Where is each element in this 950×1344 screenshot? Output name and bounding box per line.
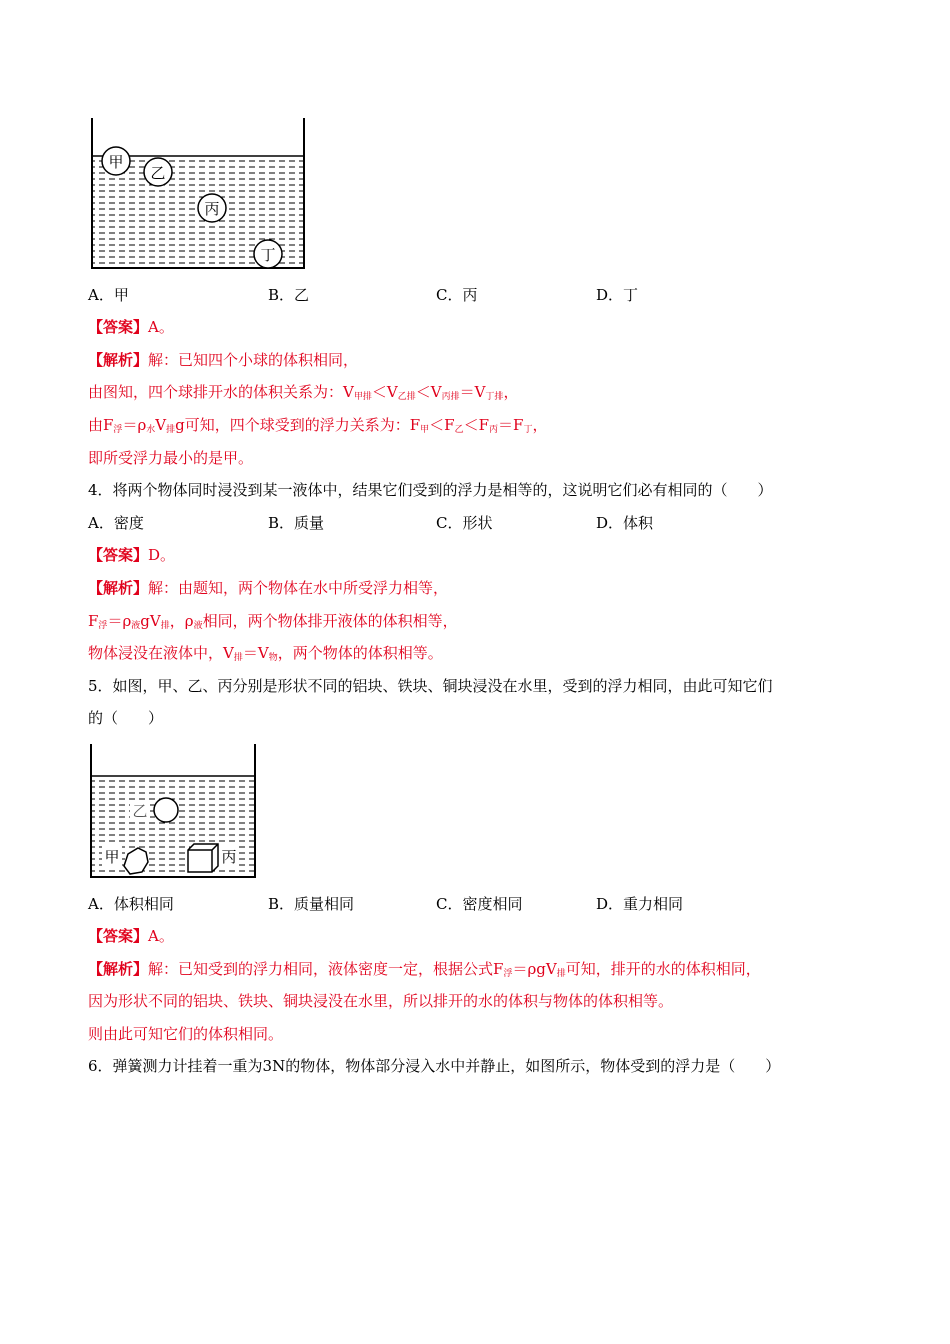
- q3-option-c[interactable]: C．丙: [436, 286, 478, 304]
- q5-stem-line1: 5．如图，甲、乙、丙分别是形状不同的铝块、铁块、铜块浸没在水里，受到的浮力相同，由此可知它们: [88, 677, 773, 695]
- q4-stem: 4．将两个物体同时浸没到某一液体中，结果它们受到的浮力是相等的，这说明它们必有相同的（ ）: [88, 481, 773, 499]
- svg-text:乙: 乙: [150, 164, 166, 182]
- q5-option-b[interactable]: B．质量相同: [268, 895, 355, 913]
- q3-option-b[interactable]: B．乙: [268, 286, 310, 304]
- q3-analysis-line2: 由图知，四个球排开水的体积关系为：$V_{甲排}<V_{乙排}<V_{丙排}=V_{丁排}$，: [88, 383, 519, 402]
- svg-text:丙: 丙: [204, 200, 220, 218]
- q3-analysis-line4: 即所受浮力最小的是甲。: [88, 449, 254, 467]
- q3-answer: 【答案】A。: [88, 318, 174, 336]
- q3-option-d[interactable]: D．丁: [596, 286, 639, 304]
- q5-stem-line2: 的（ ）: [88, 709, 164, 727]
- ball-ding: [254, 240, 282, 268]
- svg-text:甲: 甲: [108, 153, 124, 171]
- svg-text:甲: 甲: [104, 848, 120, 866]
- q4-option-c[interactable]: C．形状: [436, 514, 493, 532]
- q5-option-c[interactable]: C．密度相同: [436, 895, 523, 913]
- q4-analysis-line1: 【解析】解：由题知，两个物体在水中所受浮力相等，: [88, 579, 449, 597]
- q3-option-a[interactable]: A．甲: [88, 286, 129, 304]
- q5-analysis-line3: 则由此可知它们的体积相同。: [88, 1025, 284, 1043]
- figure-three-blocks: [88, 742, 260, 882]
- q5-option-d[interactable]: D．重力相同: [596, 895, 684, 913]
- ball-bing: [198, 194, 226, 222]
- q4-option-b[interactable]: B．质量: [268, 514, 325, 532]
- svg-text:丙: 丙: [221, 848, 237, 866]
- q4-analysis-line2: $F_浮=\rho_液gV_排$，$\rho_液$相同，两个物体排开液体的体积相等，: [88, 612, 458, 631]
- q6-stem: 6．弹簧测力计挂着一重为3N的物体，物体部分浸入水中并静止，如图所示，物体受到的浮力是（ ）: [88, 1057, 781, 1075]
- q4-analysis-line3: 物体浸没在液体中，$V_排=V_物$，两个物体的体积相等。: [88, 644, 443, 663]
- q3-analysis-line1: 【解析】解：已知四个小球的体积相同，: [88, 351, 359, 369]
- q4-option-a[interactable]: A．密度: [88, 514, 144, 532]
- svg-text:乙: 乙: [132, 802, 148, 820]
- figure-four-balls: [88, 116, 310, 274]
- q4-answer: 【答案】D。: [88, 546, 176, 564]
- q3-analysis-line3: 由$F_浮=\rho_水V_排g$可知，四个球受到的浮力关系为：$F_甲<F_乙<F_丙=F_丁$，: [88, 416, 548, 435]
- q5-analysis-line2: 因为形状不同的铝块、铁块、铜块浸没在水里，所以排开的水的体积与物体的体积相等。: [88, 992, 674, 1010]
- ball-yi: [144, 158, 172, 186]
- q5-answer: 【答案】A。: [88, 927, 174, 945]
- svg-text:丁: 丁: [260, 246, 276, 264]
- q5-analysis-line1: 【解析】解：已知受到的浮力相同，液体密度一定，根据公式$F_浮=\rho gV_排$可知，排开的水的体积相同，: [88, 960, 761, 979]
- ball-jia: [102, 147, 130, 175]
- q4-option-d[interactable]: D．体积: [596, 514, 654, 532]
- q5-option-a[interactable]: A．体积相同: [88, 895, 174, 913]
